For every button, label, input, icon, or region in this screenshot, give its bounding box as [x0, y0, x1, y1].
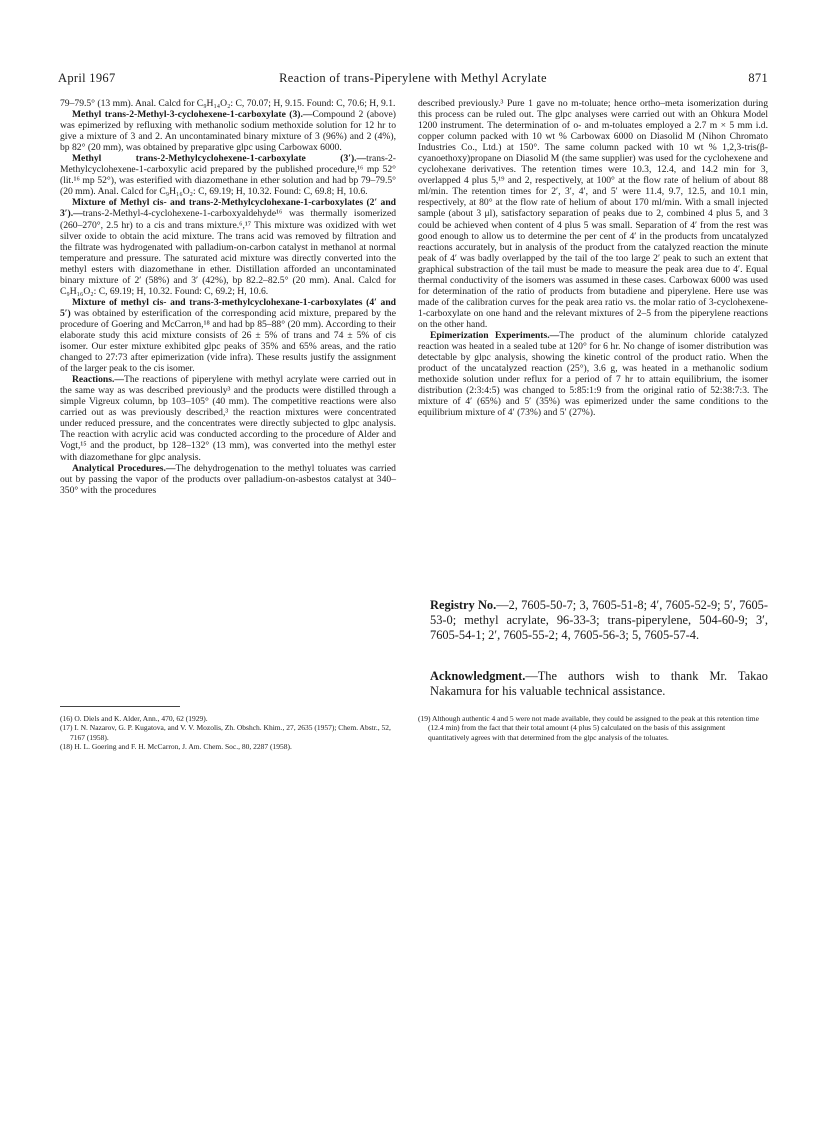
section-heading: Mixture of methyl cis- and trans-3-methylcyclohexane-1-carboxylates (4′ and 5′) — [60, 296, 396, 319]
section-heading: Analytical Procedures.— — [72, 462, 176, 474]
paragraph: described previously.³ Pure 1 gave no m-toluate; hence ortho–meta isomerization during this process can be ruled out. The glpc analyses were carried out with an Ohkura Model 1200 instrument. The determination of o- and m-toluates employed a 2.7 m × 5 mm i.d. copper column packed with 10 wt % Carbowax 6000 on Diasolid M (Nihon Chromato Industries Co., Ltd.) at 150°. The same column packed with 10 wt % 1,2,3-tris(β-cyanoethoxy)propane on Diasolid M (the same supplier) was used for the cyclohexene and cyclohexane derivatives. The retention times were 10.3, 12.4, and 14.2 min for 3, overlapped 4 plus 5,¹⁹ and 2, respectively, at 100° at the flow rate of helium of about 88 ml/min. The retention times for 2′, 3′, 4′, and 5′ were 11.4, 9.7, 12.5, and 10.1 min, respectively, at 80° at the flow rate of helium of about 170 ml/min. With a small injected sample (about 3 μl), satisfactory separation of peaks due to 2, combined 4 plus 5, and 3 could be achieved when content of 4 plus 5 was small. Separation of 4′ from the rest was good enough to allow us to determine the per cent of 4′ in the products from uncatalyzed reactions accurately, but in analysis of the product from the catalyzed reaction the minute peak of 4′ was badly overlapped by the tail of the too large 2′ peak to such an extent that graphical substraction of the tail must be made to measure the peak area due to 4′. Equal thermal conductivity of the isomers was assumed in these cases. Carbowax 6000 was used for determination of the ratio of products from butadiene and piperylene. Here use was made of the calibration curves for the peak area ratio vs. the molar ratio of 3-cyclohexene-1-carboxylate on one hand and the relevant mixtures of 2–5 from the piperylene reactions on the other hand. — [418, 98, 768, 330]
paragraph: Epimerization Experiments.—The product of the aluminum chloride catalyzed reaction was heated in a sealed tube at 120° for 6 hr. No change of isomer distribution was detectable by glpc analysis, showing the kinetic control of the product ratio. When the product of the uncatalyzed reaction (25°), 3.6 g, was heated in a methanolic sodium methoxide solution under reflux for a period of 7 hr to attain equilibrium, the isomer distribution (2:3:4:5) was changed to 5:85:1:9 from the original ratio of 52:38:7:3. The mixture of 4′ (65%) and 5′ (35%) was epimerized under the same conditions to the equilibrium mixture of 4′ (73%) and 5′ (27%). — [418, 329, 768, 419]
registry-numbers: Registry No.—2, 7605-50-7; 3, 7605-51-8; 4′, 7605-52-9; 5′, 7605-53-0; methyl acrylate, 96-33-3; trans-piperylene, 504-60-9; 3′, 7605-54-1; 2′, 7605-55-2; 4, 7605-56-3; 5, 7605-57-4. — [430, 598, 768, 643]
footnotes-right — [418, 714, 768, 742]
footnote-rule — [60, 706, 180, 707]
paragraph: Methyl trans-2-Methylcyclohexene-1-carboxylate (3′).—trans-2-Methylcyclohexene-1-carboxylic acid prepared by the published procedure,¹⁶ mp 52° (lit.¹⁶ mp 52°), was esterified with diazomethane in ether solution and had bp 79–79.5° (20 mm). Anal. Calcd for C₉H₁₆O₂: C, 69.19; H, 10.32. Found: C, 69.8; H, 10.6. — [60, 153, 396, 198]
registry-heading: Registry No. — [430, 598, 497, 612]
section-heading: Epimerization Experiments.— — [430, 329, 560, 341]
journal-date: April 1967 — [58, 71, 116, 85]
paragraph: Mixture of methyl cis- and trans-3-methylcyclohexane-1-carboxylates (4′ and 5′) was obtained by esterification of the corresponding acid mixture, prepared by the procedure of Goering and McCarron,¹⁸ and had bp 85–88° (20 mm). According to their elaborate study this acid mixture consists of 26 ± 5% of trans and 74 ± 5% of cis isomer. Our ester mixture exhibited glpc peaks of 35% and 65% areas, and the ratio changed to 27:73 after epimerization (vide infra). These results justify the assignment of the larger peak to the cis isomer. — [60, 296, 396, 375]
running-title: Reaction of trans-Piperylene with Methyl Acrylate — [279, 71, 547, 85]
running-header — [58, 71, 768, 87]
footnote: (16) O. Diels and K. Alder, Ann., 470, 62 (1929). — [60, 714, 208, 723]
section-heading: Methyl trans-2-Methylcyclohexene-1-carboxylate (3′).— — [72, 153, 367, 165]
page-number: 871 — [748, 71, 768, 85]
footnote: (17) I. N. Nazarov, G. P. Kugatova, and V. V. Mozolis, Zh. Obshch. Khim., 27, 2635 (1957); Chem. Abstr., 52, 7167 (1958). — [60, 723, 391, 742]
left-column — [60, 98, 396, 496]
section-heading: Mixture of Methyl cis- and trans-2-Methylcyclohexane-1-carboxylates (2′ and 3′).— — [60, 197, 396, 220]
section-heading: Reactions.— — [72, 374, 124, 386]
footnotes-left — [60, 714, 396, 751]
acknowledgment: Acknowledgment.—The authors wish to thank Mr. Takao Nakamura for his valuable technical assistance. — [430, 669, 768, 699]
footnote: (18) H. L. Goering and F. H. McCarron, J. Am. Chem. Soc., 80, 2287 (1958). — [60, 741, 292, 751]
section-heading: Methyl trans-2-Methyl-3-cyclohexene-1-carboxylate (3).— — [72, 109, 313, 121]
paragraph: Mixture of Methyl cis- and trans-2-Methylcyclohexane-1-carboxylates (2′ and 3′).—trans-2-Methyl-4-cyclohexene-1-carboxyaldehyde¹⁶ was thermally isomerized (260–270°, 2.5 hr) to a cis and trans mixture.⁶,¹⁷ This mixture was oxidized with wet silver oxide to obtain the acid mixture. The trans acid was removed by filtration and the filtrate was hydrogenated with palladium-on-carbon catalyst in methanol at normal temperature and pressure. The saturated acid mixture was directly converted into the methyl esters with diazomethane in ether. Distillation afforded an uncontaminated binary mixture of 2′ (58%) and 3′ (42%), bp 82.2–82.5° (20 mm). Anal. Calcd for C₉H₁₆O₂: C, 69.19; H, 10.32. Found: C, 69.2; H, 10.6. — [60, 197, 396, 297]
paragraph: Analytical Procedures.—The dehydrogenation to the methyl toluates was carried out by passing the vapor of the products over palladium-on-asbestos catalyst at 340–350° with the procedures — [60, 462, 396, 496]
acknowledgment-heading: Acknowledgment. — [430, 669, 526, 683]
paragraph: 79–79.5° (13 mm). Anal. Calcd for C₉H₁₄O₂: C, 70.07; H, 9.15. Found: C, 70.6; H, 9.1. — [60, 98, 396, 109]
paragraph: Methyl trans-2-Methyl-3-cyclohexene-1-carboxylate (3).—Compound 2 (above) was epimerized by refluxing with methanolic sodium methoxide solution for 12 hr to give a mixture of 3 and 2. An uncontaminated binary mixture of 3 (96%) and 2 (4%), bp 82° (20 mm), was obtained by preparative glpc using Carbowax 6000. — [60, 109, 396, 154]
right-column — [418, 98, 768, 418]
footnote: (19) Although authentic 4 and 5 were not made available, they could be assigned to the peak at this retention time (12.4 min) from the fact that their total amount (4 plus 5) calculated on the basis of this assignment quantitatively agrees with that determined from the glpc analysis of the toluates. — [418, 714, 759, 742]
paragraph: Reactions.—The reactions of piperylene with methyl acrylate were carried out in the same way as was described previously³ and the products were distilled through a simple Vigreux column, bp 103–105° (40 mm). The competitive reactions were also carried out as was previously described,³ the reaction mixtures were concentrated under reduced pressure, and the concentrates were directly subjected to glpc analysis. The reaction with acrylic acid was conducted according to the procedure of Alder and Vogt,¹⁵ and the product, bp 128–132° (13 mm), was converted into the methyl ester with diazomethane for glpc analysis. — [60, 374, 396, 463]
